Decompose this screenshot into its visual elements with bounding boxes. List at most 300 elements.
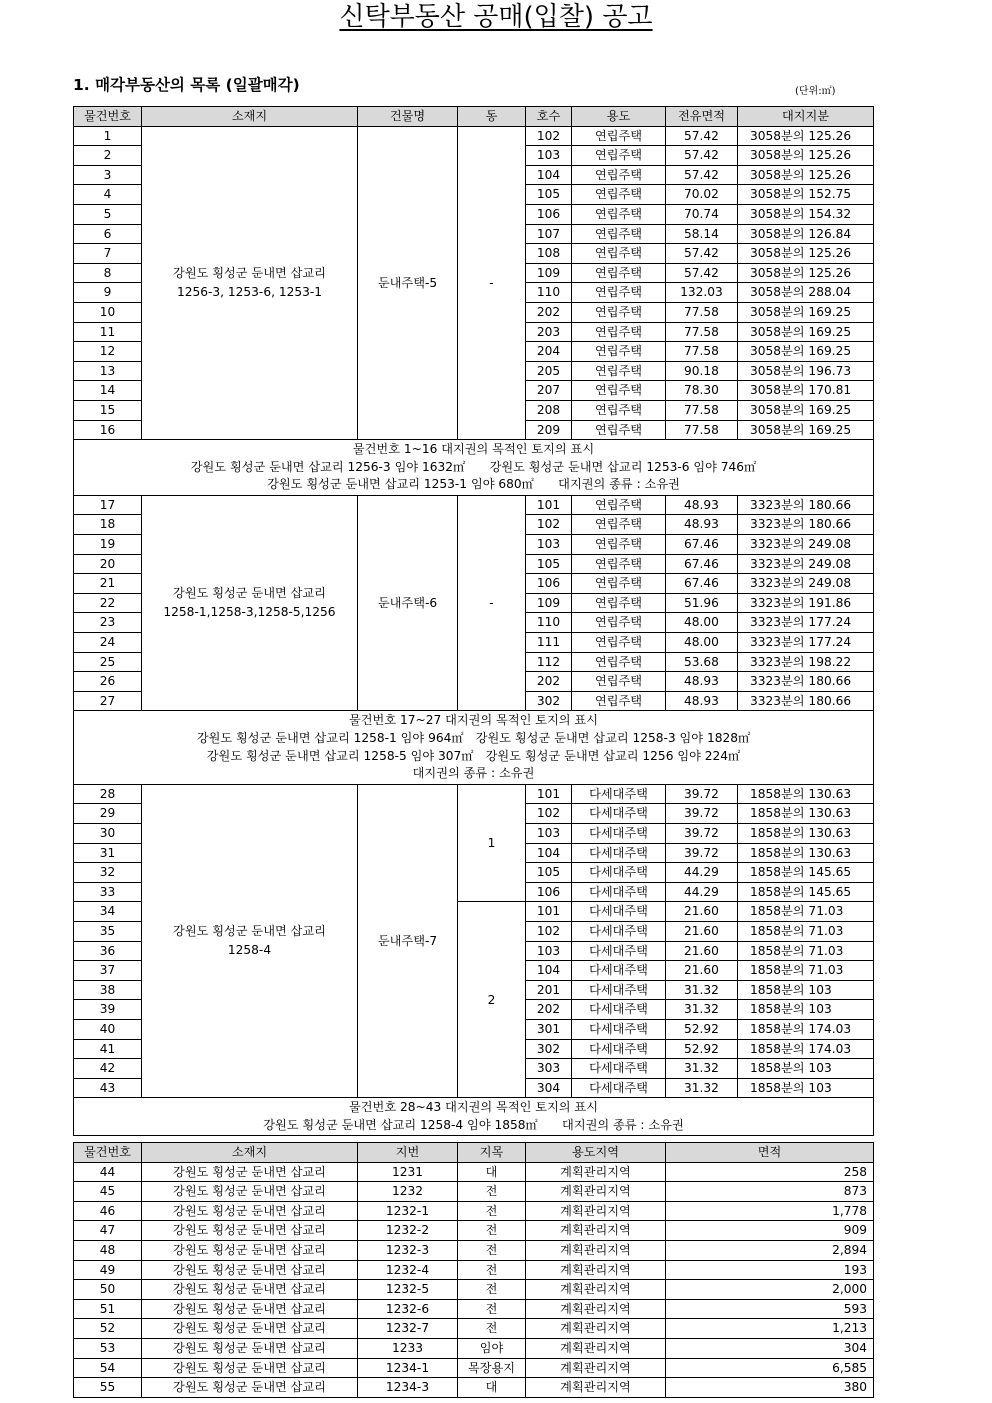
table-row: [74, 1280, 874, 1300]
column-header: 소재지: [142, 107, 358, 127]
exclusive-area-cell: 57.42: [666, 126, 738, 146]
table-row: [74, 1260, 874, 1280]
land-share-cell: 3058분의 169.25: [738, 342, 874, 362]
location-cell: [142, 495, 358, 711]
exclusive-area-cell: 78.30: [666, 381, 738, 401]
column-header: 전유면적: [666, 107, 738, 127]
unit-number: 111: [526, 633, 572, 653]
land-note-cell: [74, 711, 874, 784]
usage-cell: 다세대주택: [572, 902, 666, 922]
location-line: 강원도 횡성군 둔내면 삽교리: [173, 924, 326, 939]
land-share-cell: 1858분의 103: [738, 1078, 874, 1098]
unit-number: 103: [526, 941, 572, 961]
location-cell: 강원도 횡성군 둔내면 삽교리: [142, 1358, 358, 1378]
land-note-line: 강원도 횡성군 둔내면 삽교리 1256-3 임야 1632㎡ 강원도 횡성군 둔내면 삽교리 1253-6 임야 746㎡: [190, 459, 757, 474]
usage-cell: 다세대주택: [572, 921, 666, 941]
land-share-cell: 3058분의 154.32: [738, 204, 874, 224]
usage-cell: 연립주택: [572, 400, 666, 420]
item-number: 6: [74, 224, 142, 244]
exclusive-area-cell: 57.42: [666, 244, 738, 264]
usage-cell: 다세대주택: [572, 823, 666, 843]
lot-number-cell: 1234-3: [358, 1378, 458, 1398]
item-number: 41: [74, 1039, 142, 1059]
exclusive-area-cell: 67.46: [666, 574, 738, 594]
lot-number-cell: 1232-5: [358, 1280, 458, 1300]
item-number: 55: [74, 1378, 142, 1398]
land-note-line: 물건번호 28~43 대지권의 목적인 토지의 표시: [349, 1100, 598, 1115]
unit-number: 101: [526, 902, 572, 922]
unit-number: 110: [526, 283, 572, 303]
unit-number: 104: [526, 165, 572, 185]
usage-cell: 연립주택: [572, 302, 666, 322]
exclusive-area-cell: 58.14: [666, 224, 738, 244]
area-cell: 258: [666, 1162, 874, 1182]
lot-number-cell: 1232: [358, 1182, 458, 1202]
usage-cell: 연립주택: [572, 322, 666, 342]
lot-number-cell: 1232-2: [358, 1221, 458, 1241]
exclusive-area-cell: 67.46: [666, 535, 738, 555]
unit-number: 109: [526, 263, 572, 283]
location-cell: 강원도 횡성군 둔내면 삽교리: [142, 1221, 358, 1241]
unit-number: 102: [526, 126, 572, 146]
item-number: 15: [74, 400, 142, 420]
unit-number: 105: [526, 185, 572, 205]
usage-cell: 연립주택: [572, 244, 666, 264]
unit-number: 201: [526, 980, 572, 1000]
location-cell: 강원도 횡성군 둔내면 삽교리: [142, 1201, 358, 1221]
location-cell: 강원도 횡성군 둔내면 삽교리: [142, 1240, 358, 1260]
item-number: 33: [74, 882, 142, 902]
land-category-cell: 전: [458, 1319, 526, 1339]
unit-number: 103: [526, 823, 572, 843]
item-number: 12: [74, 342, 142, 362]
unit-number: 104: [526, 843, 572, 863]
unit-number: 109: [526, 593, 572, 613]
exclusive-area-cell: 48.00: [666, 633, 738, 653]
land-share-cell: 3323분의 177.24: [738, 633, 874, 653]
exclusive-area-cell: 77.58: [666, 302, 738, 322]
item-number: 35: [74, 921, 142, 941]
usage-cell: 연립주택: [572, 495, 666, 515]
area-cell: 6,585: [666, 1358, 874, 1378]
item-number: 1: [74, 126, 142, 146]
exclusive-area-cell: 53.68: [666, 652, 738, 672]
land-share-cell: 3323분의 180.66: [738, 672, 874, 692]
item-number: 20: [74, 554, 142, 574]
land-share-cell: 3323분의 180.66: [738, 495, 874, 515]
table-header-row: [74, 1143, 874, 1163]
area-cell: 1,213: [666, 1319, 874, 1339]
unit-number: 103: [526, 146, 572, 166]
lot-number-cell: 1232-6: [358, 1299, 458, 1319]
exclusive-area-cell: 48.93: [666, 691, 738, 711]
exclusive-area-cell: 77.58: [666, 420, 738, 440]
land-share-cell: 3058분의 125.26: [738, 165, 874, 185]
item-number: 31: [74, 843, 142, 863]
zoning-cell: 계획관리지역: [526, 1201, 666, 1221]
land-share-cell: 1858분의 174.03: [738, 1039, 874, 1059]
building-name-cell: 둔내주택-7: [358, 784, 458, 1098]
zoning-cell: 계획관리지역: [526, 1182, 666, 1202]
area-cell: 193: [666, 1260, 874, 1280]
unit-number: 105: [526, 863, 572, 883]
land-category-cell: 전: [458, 1299, 526, 1319]
unit-number: 102: [526, 921, 572, 941]
exclusive-area-cell: 21.60: [666, 941, 738, 961]
area-cell: 2,894: [666, 1240, 874, 1260]
land-share-cell: 3058분의 169.25: [738, 302, 874, 322]
unit-number: 108: [526, 244, 572, 264]
column-header: 면적: [666, 1143, 874, 1163]
land-category-cell: 대: [458, 1378, 526, 1398]
item-number: 44: [74, 1162, 142, 1182]
usage-cell: 다세대주택: [572, 1039, 666, 1059]
table-row: [74, 1240, 874, 1260]
land-share-cell: 3058분의 125.26: [738, 263, 874, 283]
land-share-cell: 3058분의 169.25: [738, 322, 874, 342]
land-share-cell: 3323분의 191.86: [738, 593, 874, 613]
land-note-row: [74, 1098, 874, 1136]
usage-cell: 연립주택: [572, 633, 666, 653]
exclusive-area-cell: 44.29: [666, 863, 738, 883]
exclusive-area-cell: 77.58: [666, 322, 738, 342]
item-number: 2: [74, 146, 142, 166]
location-cell: [142, 126, 358, 440]
item-number: 7: [74, 244, 142, 264]
area-cell: 380: [666, 1378, 874, 1398]
usage-cell: 다세대주택: [572, 863, 666, 883]
item-number: 14: [74, 381, 142, 401]
item-number: 27: [74, 691, 142, 711]
unit-number: 301: [526, 1019, 572, 1039]
exclusive-area-cell: 57.42: [666, 165, 738, 185]
land-share-cell: 1858분의 103: [738, 1059, 874, 1079]
exclusive-area-cell: 31.32: [666, 1059, 738, 1079]
column-header: 물건번호: [74, 107, 142, 127]
unit-number: 102: [526, 804, 572, 824]
item-number: 24: [74, 633, 142, 653]
building-name-cell: 둔내주택-5: [358, 126, 458, 440]
location-cell: 강원도 횡성군 둔내면 삽교리: [142, 1280, 358, 1300]
land-category-cell: 전: [458, 1280, 526, 1300]
exclusive-area-cell: 39.72: [666, 823, 738, 843]
land-category-cell: 임야: [458, 1338, 526, 1358]
usage-cell: 연립주택: [572, 420, 666, 440]
item-number: 13: [74, 361, 142, 381]
zoning-cell: 계획관리지역: [526, 1162, 666, 1182]
usage-cell: 연립주택: [572, 593, 666, 613]
land-category-cell: 전: [458, 1221, 526, 1241]
unit-number: 302: [526, 1039, 572, 1059]
item-number: 50: [74, 1280, 142, 1300]
building-name-cell: 둔내주택-6: [358, 495, 458, 711]
lot-number-cell: 1231: [358, 1162, 458, 1182]
land-share-cell: 1858분의 174.03: [738, 1019, 874, 1039]
exclusive-area-cell: 67.46: [666, 554, 738, 574]
land-note-row: [74, 711, 874, 784]
usage-cell: 다세대주택: [572, 980, 666, 1000]
item-number: 25: [74, 652, 142, 672]
exclusive-area-cell: 31.32: [666, 1000, 738, 1020]
exclusive-area-cell: 21.60: [666, 921, 738, 941]
unit-number: 202: [526, 1000, 572, 1020]
item-number: 51: [74, 1299, 142, 1319]
land-category-cell: 전: [458, 1182, 526, 1202]
dong-cell: 2: [458, 902, 526, 1098]
location-cell: 강원도 횡성군 둔내면 삽교리: [142, 1260, 358, 1280]
item-number: 21: [74, 574, 142, 594]
column-header: 물건번호: [74, 1143, 142, 1163]
unit-number: 203: [526, 322, 572, 342]
item-number: 3: [74, 165, 142, 185]
usage-cell: 연립주택: [572, 342, 666, 362]
table-row: [74, 126, 874, 146]
land-share-cell: 1858분의 130.63: [738, 823, 874, 843]
usage-cell: 다세대주택: [572, 1078, 666, 1098]
zoning-cell: 계획관리지역: [526, 1221, 666, 1241]
item-number: 52: [74, 1319, 142, 1339]
usage-cell: 연립주택: [572, 224, 666, 244]
exclusive-area-cell: 39.72: [666, 843, 738, 863]
usage-cell: 다세대주택: [572, 804, 666, 824]
exclusive-area-cell: 39.72: [666, 784, 738, 804]
exclusive-area-cell: 52.92: [666, 1019, 738, 1039]
exclusive-area-cell: 51.96: [666, 593, 738, 613]
column-header: 용도: [572, 107, 666, 127]
land-share-cell: 3058분의 196.73: [738, 361, 874, 381]
table-header-row: [74, 107, 874, 127]
item-number: 47: [74, 1221, 142, 1241]
land-category-cell: 전: [458, 1201, 526, 1221]
table-row: [74, 1201, 874, 1221]
usage-cell: 다세대주택: [572, 1000, 666, 1020]
item-number: 19: [74, 535, 142, 555]
land-share-cell: 3058분의 170.81: [738, 381, 874, 401]
unit-number: 207: [526, 381, 572, 401]
location-cell: 강원도 횡성군 둔내면 삽교리: [142, 1299, 358, 1319]
item-number: 28: [74, 784, 142, 804]
column-header: 지목: [458, 1143, 526, 1163]
item-number: 39: [74, 1000, 142, 1020]
unit-number: 106: [526, 204, 572, 224]
land-note-line: 강원도 횡성군 둔내면 삽교리 1258-4 임야 1858㎡ 대지권의 종류 : 소유권: [263, 1117, 684, 1132]
lot-number-cell: 1232-4: [358, 1260, 458, 1280]
exclusive-area-cell: 48.93: [666, 495, 738, 515]
land-share-cell: 1858분의 103: [738, 980, 874, 1000]
exclusive-area-cell: 70.02: [666, 185, 738, 205]
column-header: 지번: [358, 1143, 458, 1163]
item-number: 16: [74, 420, 142, 440]
area-cell: 909: [666, 1221, 874, 1241]
land-note-line: 강원도 횡성군 둔내면 삽교리 1258-1 임야 964㎡ 강원도 횡성군 둔내면 삽교리 1258-3 임야 1828㎡: [196, 731, 751, 745]
unit-number: 302: [526, 691, 572, 711]
land-note-line: 물건번호 17~27 대지권의 목적인 토지의 표시: [349, 713, 598, 728]
land-category-cell: 전: [458, 1240, 526, 1260]
table-row: [74, 495, 874, 515]
land-share-cell: 3058분의 169.25: [738, 400, 874, 420]
item-number: 34: [74, 902, 142, 922]
unit-number: 205: [526, 361, 572, 381]
exclusive-area-cell: 44.29: [666, 882, 738, 902]
table-row: [74, 1182, 874, 1202]
lot-number-cell: 1232-3: [358, 1240, 458, 1260]
item-number: 9: [74, 283, 142, 303]
lot-number-cell: 1233: [358, 1338, 458, 1358]
zoning-cell: 계획관리지역: [526, 1319, 666, 1339]
unit-number: 204: [526, 342, 572, 362]
usage-cell: 연립주택: [572, 361, 666, 381]
item-number: 48: [74, 1240, 142, 1260]
exclusive-area-cell: 77.58: [666, 400, 738, 420]
land-share-cell: 3058분의 169.25: [738, 420, 874, 440]
land-share-cell: 1858분의 130.63: [738, 843, 874, 863]
item-number: 54: [74, 1358, 142, 1378]
exclusive-area-cell: 57.42: [666, 263, 738, 283]
dong-cell: -: [458, 495, 526, 711]
land-share-cell: 3323분의 198.22: [738, 652, 874, 672]
land-share-cell: 3058분의 288.04: [738, 283, 874, 303]
item-number: 4: [74, 185, 142, 205]
exclusive-area-cell: 70.74: [666, 204, 738, 224]
property-list-table: [73, 106, 874, 1136]
table-row: [74, 1358, 874, 1378]
land-share-cell: 3323분의 177.24: [738, 613, 874, 633]
land-note-line: 강원도 횡성군 둔내면 삽교리 1253-1 임야 680㎡ 대지권의 종류 : 소유권: [267, 477, 680, 492]
land-share-cell: 3323분의 180.66: [738, 691, 874, 711]
exclusive-area-cell: 31.32: [666, 1078, 738, 1098]
usage-cell: 연립주택: [572, 283, 666, 303]
location-cell: 강원도 횡성군 둔내면 삽교리: [142, 1182, 358, 1202]
table-row: [74, 1162, 874, 1182]
unit-number: 208: [526, 400, 572, 420]
usage-cell: 연립주택: [572, 691, 666, 711]
usage-cell: 연립주택: [572, 554, 666, 574]
exclusive-area-cell: 90.18: [666, 361, 738, 381]
land-note-row: [74, 440, 874, 496]
unit-number: 107: [526, 224, 572, 244]
zoning-cell: 계획관리지역: [526, 1378, 666, 1398]
unit-number: 202: [526, 302, 572, 322]
exclusive-area-cell: 77.58: [666, 342, 738, 362]
dong-cell: 1: [458, 784, 526, 902]
unit-number: 110: [526, 613, 572, 633]
unit-number: 104: [526, 961, 572, 981]
item-number: 17: [74, 495, 142, 515]
land-share-cell: 3058분의 152.75: [738, 185, 874, 205]
item-number: 53: [74, 1338, 142, 1358]
usage-cell: 다세대주택: [572, 843, 666, 863]
unit-number: 209: [526, 420, 572, 440]
zoning-cell: 계획관리지역: [526, 1240, 666, 1260]
location-line: 1258-1,1258-3,1258-5,1256: [163, 605, 336, 620]
land-list-table: [73, 1142, 874, 1398]
item-number: 29: [74, 804, 142, 824]
land-share-cell: 3058분의 125.26: [738, 146, 874, 166]
land-share-cell: 3058분의 126.84: [738, 224, 874, 244]
usage-cell: 연립주택: [572, 515, 666, 535]
item-number: 23: [74, 613, 142, 633]
land-note-cell: [74, 1098, 874, 1136]
section-title: 1. 매각부동산의 목록 (일괄매각): [73, 76, 300, 94]
unit-number: 303: [526, 1059, 572, 1079]
item-number: 5: [74, 204, 142, 224]
land-share-cell: 3323분의 249.08: [738, 535, 874, 555]
table-row: [74, 784, 874, 804]
item-number: 11: [74, 322, 142, 342]
land-note-line: 대지권의 종류 : 소유권: [412, 766, 535, 781]
document-title: 신탁부동산 공매(입찰) 공고: [339, 2, 653, 32]
usage-cell: 다세대주택: [572, 1019, 666, 1039]
item-number: 42: [74, 1059, 142, 1079]
location-line: 1258-4: [227, 943, 272, 958]
land-share-cell: 1858분의 71.03: [738, 902, 874, 922]
land-share-cell: 1858분의 71.03: [738, 961, 874, 981]
land-category-cell: 목장용지: [458, 1358, 526, 1378]
zoning-cell: 계획관리지역: [526, 1280, 666, 1300]
item-number: 32: [74, 863, 142, 883]
zoning-cell: 계획관리지역: [526, 1338, 666, 1358]
table-row: [74, 1299, 874, 1319]
exclusive-area-cell: 48.00: [666, 613, 738, 633]
exclusive-area-cell: 132.03: [666, 283, 738, 303]
location-cell: 강원도 횡성군 둔내면 삽교리: [142, 1378, 358, 1398]
item-number: 18: [74, 515, 142, 535]
column-header: 동: [458, 107, 526, 127]
item-number: 43: [74, 1078, 142, 1098]
zoning-cell: 계획관리지역: [526, 1358, 666, 1378]
item-number: 38: [74, 980, 142, 1000]
location-line: 1256-3, 1253-6, 1253-1: [176, 284, 322, 299]
table-row: [74, 1378, 874, 1398]
location-cell: 강원도 횡성군 둔내면 삽교리: [142, 1338, 358, 1358]
lot-number-cell: 1232-7: [358, 1319, 458, 1339]
exclusive-area-cell: 48.93: [666, 672, 738, 692]
land-share-cell: 1858분의 71.03: [738, 921, 874, 941]
zoning-cell: 계획관리지역: [526, 1299, 666, 1319]
unit-number: 101: [526, 784, 572, 804]
item-number: 37: [74, 961, 142, 981]
location-cell: 강원도 횡성군 둔내면 삽교리: [142, 1319, 358, 1339]
land-share-cell: 3323분의 249.08: [738, 554, 874, 574]
lot-number-cell: 1232-1: [358, 1201, 458, 1221]
area-cell: 1,778: [666, 1201, 874, 1221]
exclusive-area-cell: 21.60: [666, 961, 738, 981]
usage-cell: 연립주택: [572, 672, 666, 692]
land-share-cell: 3058분의 125.26: [738, 126, 874, 146]
unit-number: 304: [526, 1078, 572, 1098]
item-number: 49: [74, 1260, 142, 1280]
land-note-line: 물건번호 1~16 대지권의 목적인 토지의 표시: [352, 442, 595, 457]
land-category-cell: 대: [458, 1162, 526, 1182]
area-cell: 2,000: [666, 1280, 874, 1300]
lot-number-cell: 1234-1: [358, 1358, 458, 1378]
unit-number: 202: [526, 672, 572, 692]
unit-label: (단위:㎡): [795, 86, 836, 97]
usage-cell: 다세대주택: [572, 941, 666, 961]
land-share-cell: 3323분의 249.08: [738, 574, 874, 594]
table-row: [74, 1338, 874, 1358]
usage-cell: 다세대주택: [572, 882, 666, 902]
location-line: 강원도 횡성군 둔내면 삽교리: [173, 586, 326, 601]
exclusive-area-cell: 52.92: [666, 1039, 738, 1059]
area-cell: 873: [666, 1182, 874, 1202]
usage-cell: 연립주택: [572, 165, 666, 185]
unit-number: 102: [526, 515, 572, 535]
usage-cell: 다세대주택: [572, 1059, 666, 1079]
usage-cell: 연립주택: [572, 574, 666, 594]
land-share-cell: 1858분의 145.65: [738, 863, 874, 883]
table-row: [74, 1319, 874, 1339]
